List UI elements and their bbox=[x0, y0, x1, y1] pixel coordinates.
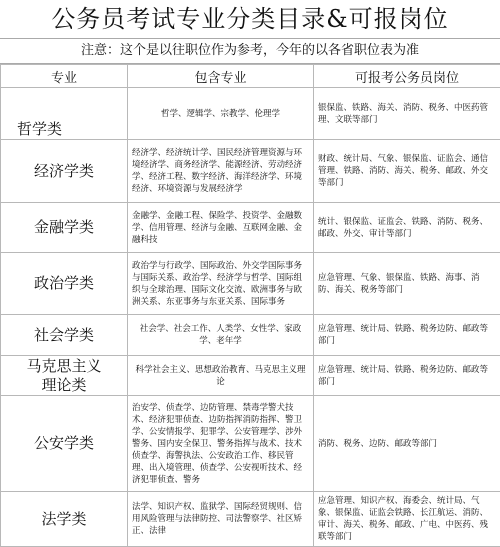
table-header-row bbox=[1, 65, 500, 88]
posts-cell: 统计、银保监、证监会、铁路、消防、税务、邮政、外交、审计等部门 bbox=[314, 203, 500, 253]
category-name: 社会学类 bbox=[1, 315, 128, 356]
majors-cell: 金融学、金融工程、保险学、投资学、金融数学、信用管理、经济与金融、互联网金融、金融科技 bbox=[128, 203, 314, 253]
category-name: 金融学类 bbox=[1, 203, 128, 253]
header-posts: 可报考公务员岗位 bbox=[314, 65, 500, 88]
table-row bbox=[1, 88, 500, 140]
majors-cell: 哲学、逻辑学、宗教学、伦理学 bbox=[128, 88, 314, 140]
majors-cell: 经济学、经济统计学、国民经济管理资源与环境经济学、商务经济学、能源经济、劳动经济学、经济工程、数字经济、海洋经济学、环境经济、环境资源与发展经济学 bbox=[128, 140, 314, 203]
category-name: 公安学类 bbox=[1, 396, 128, 492]
table-row bbox=[1, 140, 500, 203]
category-name: 法学类 bbox=[1, 492, 128, 547]
posts-cell: 应急管理、知识产权、海委会、统计局、气象、银保监、证监会铁路、长江航运、消防、审计、海关、税务、邮政、广电、中医药、残联等部门 bbox=[314, 492, 500, 547]
posts-cell: 银保监、铁路、海关、消防、税务、中医药管理、文联等部门 bbox=[314, 88, 500, 140]
posts-cell: 应急管理、统计局、铁路、税务边防、邮政等部门 bbox=[314, 356, 500, 396]
category-table bbox=[0, 64, 500, 547]
header-category: 专业 bbox=[1, 65, 128, 88]
table-row bbox=[1, 315, 500, 356]
posts-cell: 财政、统计局、气象、银保监、证监会、通信管理、铁路、消防、海关、税务、邮政、外交等部门 bbox=[314, 140, 500, 203]
category-name: 哲学类 bbox=[1, 88, 128, 140]
category-name: 政治学类 bbox=[1, 253, 128, 315]
category-name: 经济学类 bbox=[1, 140, 128, 203]
table-row bbox=[1, 396, 500, 492]
table-row bbox=[1, 356, 500, 396]
majors-cell: 法学、知识产权、监狱学、国际经贸规则、信用风险管理与法律防控、司法警察学、社区矫正、法律 bbox=[128, 492, 314, 547]
posts-cell: 应急管理、统计局、铁路、税务边防、邮政等部门 bbox=[314, 315, 500, 356]
page-title: 公务员考试专业分类目录&可报岗位 bbox=[0, 0, 500, 38]
majors-cell: 治安学、侦查学、边防管理、禁毒学警犬技术、经济犯罪侦查、边防指挥消防指挥、警卫学、公安情报学、犯罪学、公安管理学、涉外警务、国内安全保卫、警务指挥与战术、技术侦查学、海警执法、公安政治工作、移民管理、出入境管理、侦查学、公安视听技术、经济犯罪侦查、警务 bbox=[128, 396, 314, 492]
notice-text: 注意：这个是以往职位作为参考，今年的以各省职位表为准 bbox=[0, 38, 500, 64]
category-name: 马克思主义理论类 bbox=[1, 356, 128, 396]
posts-cell: 消防、税务、边防、邮政等部门 bbox=[314, 396, 500, 492]
majors-cell: 科学社会主义、思想政治教育、马克思主义理论 bbox=[128, 356, 314, 396]
table-row bbox=[1, 253, 500, 315]
table-row bbox=[1, 203, 500, 253]
header-majors: 包含专业 bbox=[128, 65, 314, 88]
posts-cell: 应急管理、气象、银保监、铁路、海事、消防、海关、税务等部门 bbox=[314, 253, 500, 315]
table-row bbox=[1, 492, 500, 547]
majors-cell: 社会学、社会工作、人类学、女性学、家政学、老年学 bbox=[128, 315, 314, 356]
majors-cell: 政治学与行政学、国际政治、外交学国际事务与国际关系、政治学、经济学与哲学、国际组织与全球治理、国际文化交流、欧洲事务与欧洲关系、东亚事务与东亚关系、国际事务 bbox=[128, 253, 314, 315]
